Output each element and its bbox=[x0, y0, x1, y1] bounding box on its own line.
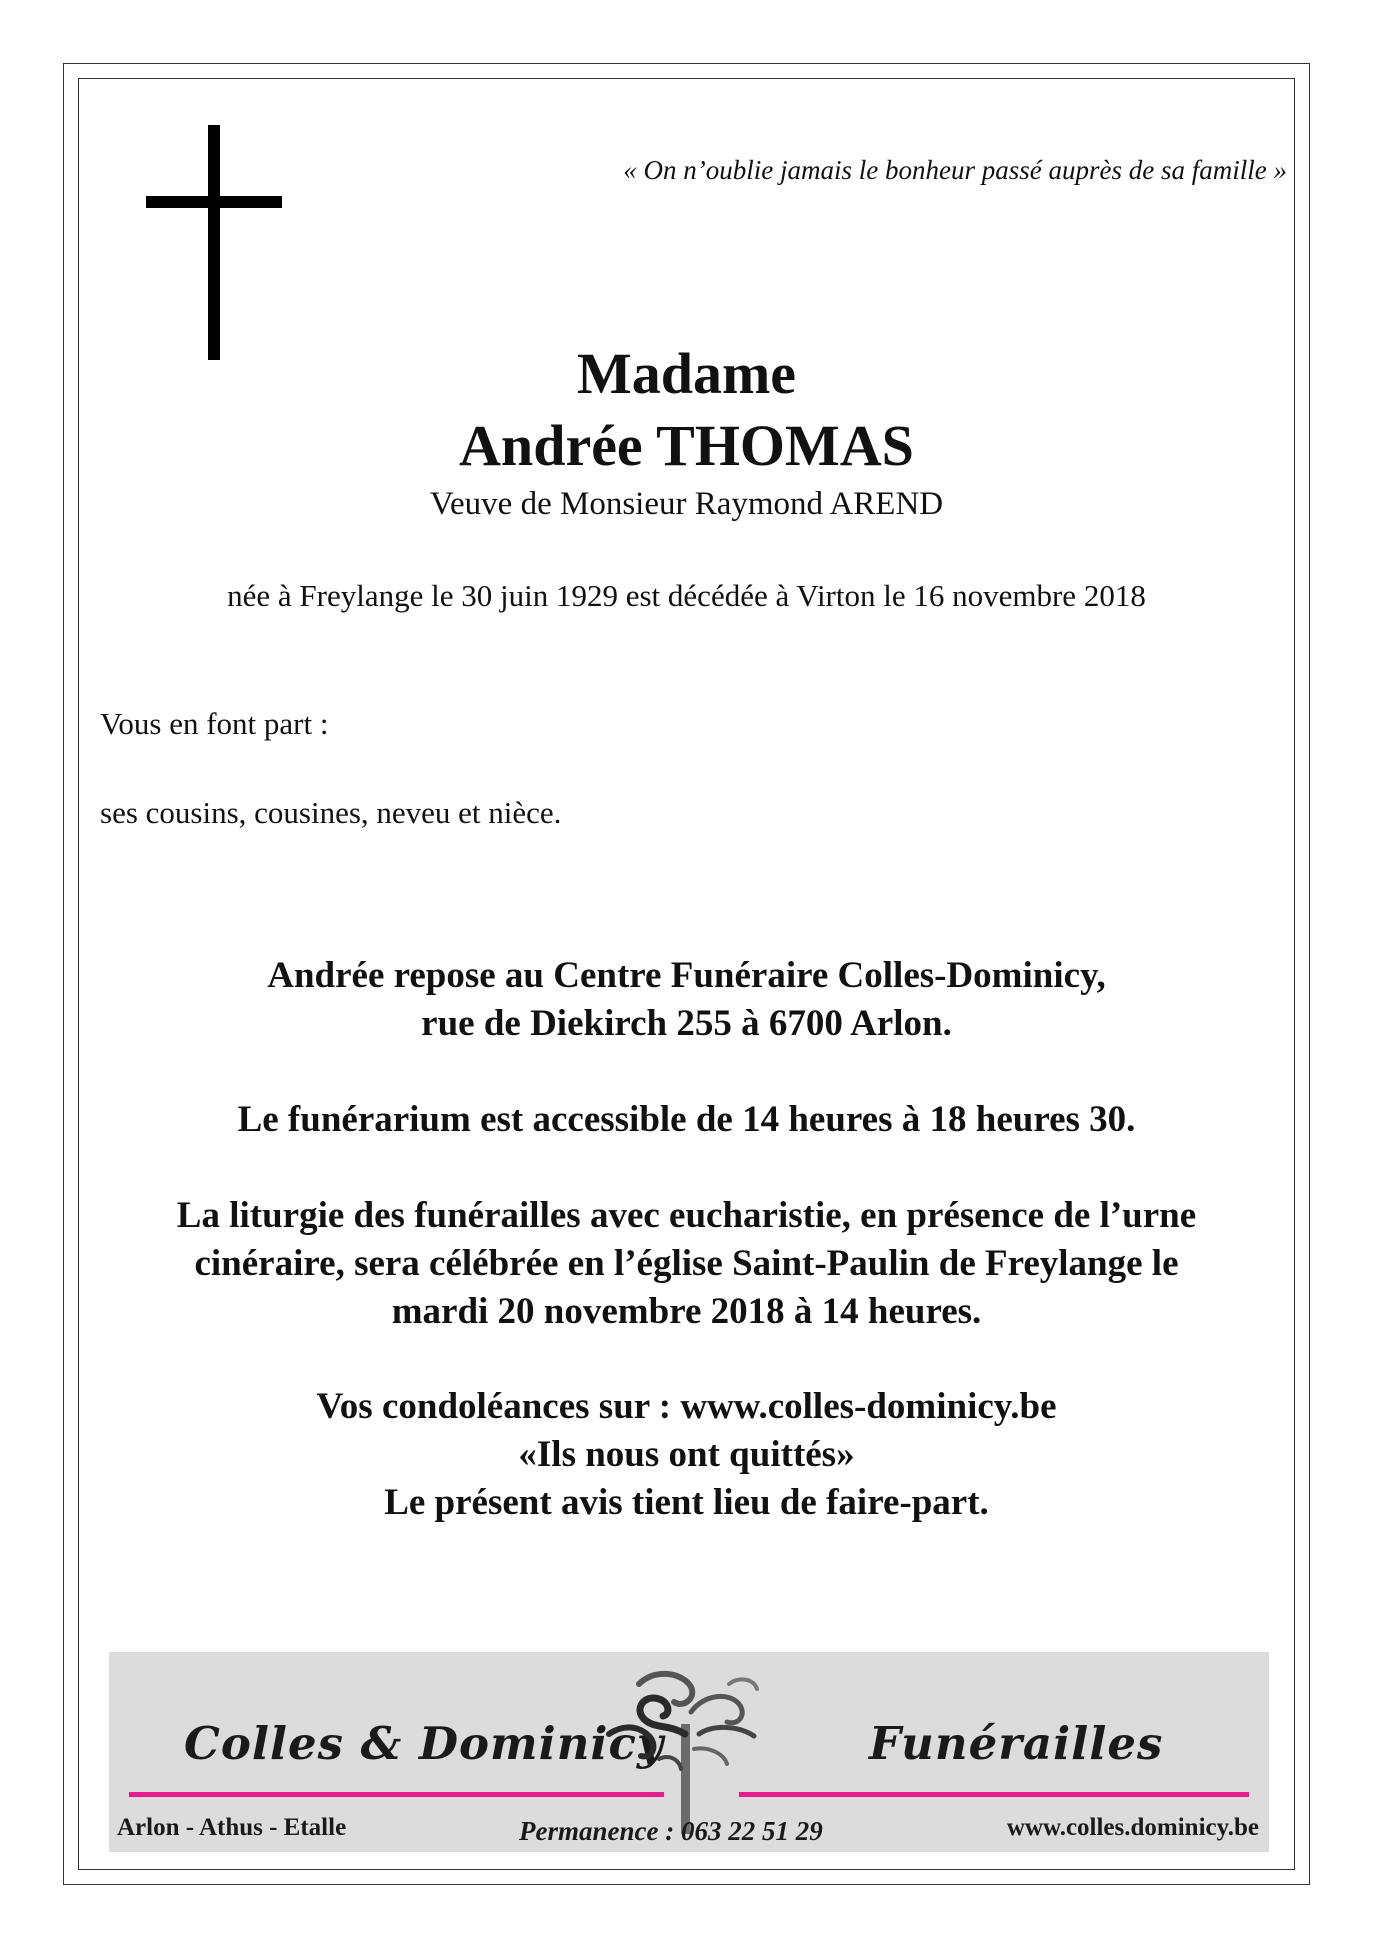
repose-line: Andrée repose au Centre Funéraire Colles-Dominicy, bbox=[267, 955, 1106, 996]
cross-icon bbox=[146, 125, 286, 360]
website-url: www.colles.dominicy.be bbox=[1006, 1814, 1259, 1841]
epigraph: « On n’oublie jamais le bonheur passé auprès de sa famille » bbox=[623, 155, 1287, 185]
condolences-line: Vos condoléances sur : www.colles-dominicy.be bbox=[316, 1386, 1057, 1427]
repose-block bbox=[78, 952, 1295, 1048]
family-members: ses cousins, cousines, neveu et nièce. bbox=[100, 795, 562, 830]
section-line: «Ils nous ont quittés» bbox=[518, 1434, 855, 1475]
announce-label: Vous en font part : bbox=[100, 706, 329, 741]
notice-line: Le présent avis tient lieu de faire-part. bbox=[384, 1482, 989, 1523]
brand-tagline: Funérailles bbox=[869, 1717, 1164, 1770]
honorific: Madame bbox=[576, 341, 797, 406]
brand-name: Colles & Dominicy bbox=[184, 1717, 665, 1770]
widow-of: Veuve de Monsieur Raymond AREND bbox=[429, 486, 944, 522]
hours-block bbox=[78, 1096, 1295, 1144]
hours-line: Le funérarium est accessible de 14 heures à 18 heures 30. bbox=[237, 1099, 1136, 1140]
footer-banner bbox=[109, 1652, 1269, 1852]
dates-line: née à Freylange le 30 juin 1929 est décédée à Virton le 16 novembre 2018 bbox=[227, 578, 1146, 613]
accent-line-right bbox=[739, 1792, 1249, 1797]
accent-line-left bbox=[129, 1792, 664, 1797]
deceased-name: Andrée THOMAS bbox=[459, 413, 914, 478]
repose-line: rue de Diekirch 255 à 6700 Arlon. bbox=[421, 1003, 952, 1044]
liturgy-line: mardi 20 novembre 2018 à 14 heures. bbox=[391, 1291, 982, 1332]
permanence-phone: Permanence : 063 22 51 29 bbox=[519, 1816, 823, 1846]
towns: Arlon - Athus - Etalle bbox=[117, 1814, 347, 1841]
liturgy-line: La liturgie des funérailles avec eucharistie, en présence de l’urne bbox=[176, 1195, 1197, 1236]
liturgy-line: cinéraire, sera célébrée en l’église Saint-Paulin de Freylange le bbox=[194, 1243, 1179, 1284]
liturgy-block bbox=[78, 1192, 1295, 1336]
condolences-block bbox=[78, 1383, 1295, 1527]
tree-logo-icon bbox=[599, 1664, 779, 1839]
